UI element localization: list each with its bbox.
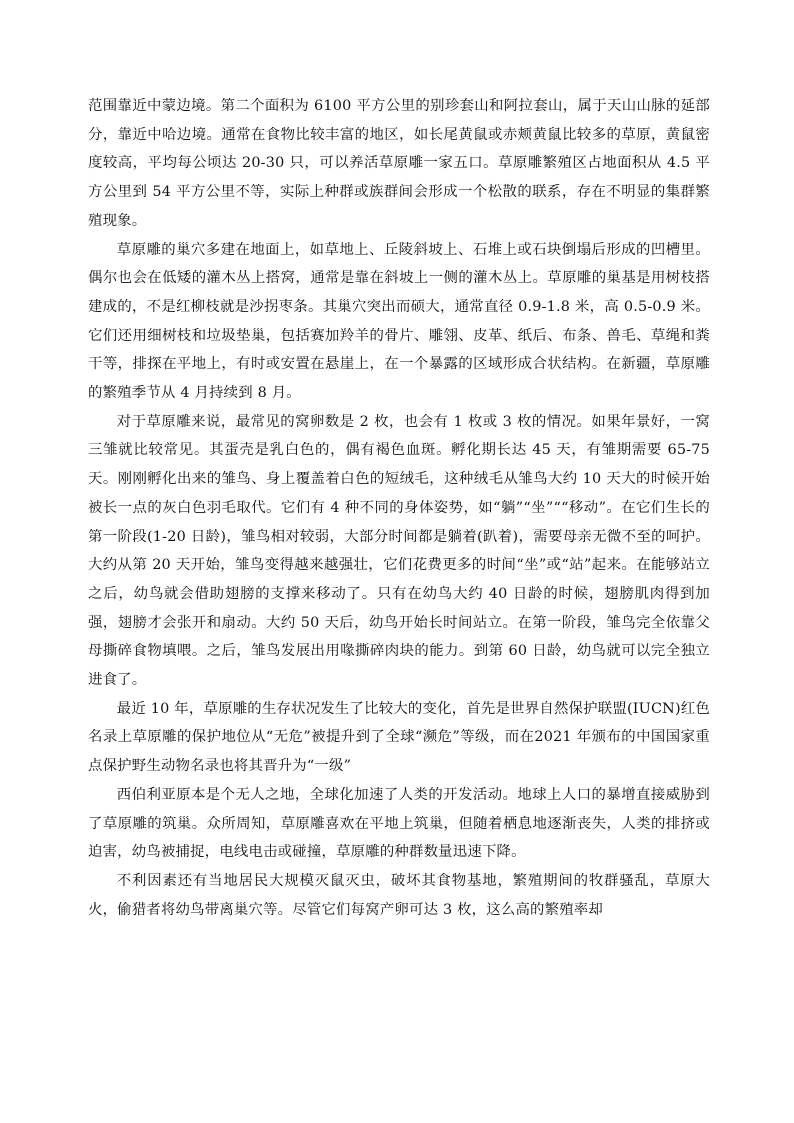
document-body: [88, 92, 710, 924]
paragraph-3: 对于草原雕来说，最常见的窝卵数是 2 枚，也会有 1 枚或 3 枚的情况。如果年景好，一窝三雏就比较常见。其蛋壳是乳白色的，偶有褐色血斑。孵化期长达 45 天，有雏期需要 65-75 天。刚刚孵化出来的雏鸟、身上覆盖着白色的短绒毛，这种绒毛从雏鸟大约 10 天大的时候开始被长一点的灰白色羽毛取代。它们有 4 种不同的身体姿势，如“躺”“坐”““移动”。在它们生长的第一阶段(1-20 日龄)，雏鸟相对较弱，大部分时间都是躺着(趴着)，需要母亲无微不至的呵护。大约从第 20 天开始，雏鸟变得越来越强壮，它们花费更多的时间“坐”或“站”起来。在能够站立之后，幼鸟就会借助翅膀的支撑来移动了。只有在幼鸟大约 40 日龄的时候，翅膀肌肉得到加强，翅膀才会张开和扇动。大约 50 天后，幼鸟开始长时间站立。在第一阶段，雏鸟完全依靠父母撕碎食物填喂。之后，雏鸟发展出用喙撕碎肉块的能力。到第 60 日龄，幼鸟就可以完全独立进食了。: [88, 413, 710, 689]
paragraph-2: 草原雕的巢穴多建在地面上，如草地上、丘陵斜坡上、石堆上或石块倒塌后形成的凹槽里。偶尔也会在低矮的灌木丛上搭窝，通常是靠在斜坡上一侧的灌木丛上。草原雕的巢基是用树枝搭建成的，不是红柳枝就是沙拐枣条。其巢穴突出而硕大，通常直径 0.9-1.8 米，高 0.5-0.9 米。它们还用细树枝和垃圾垫巢，包括赛加羚羊的骨片、雕翎、皮革、纸后、布条、兽毛、草绳和粪干等，排探在平地上，有时或安置在悬崖上，在一个暴露的区域形成合状结构。在新疆，草原雕的繁殖季节从 4 月持续到 8 月。: [88, 241, 710, 402]
paragraph-4: 最近 10 年，草原雕的生存状况发生了比较大的变化，首先是世界自然保护联盟(IUCN)红色名录上草原雕的保护地位从“无危”被提升到了全球“濒危”等级，而在2021 年颁布的中国国家重点保护野生动物名录也将其晋升为“一级”: [88, 700, 710, 775]
paragraph-1: 范围靠近中蒙边境。第二个面积为 6100 平方公里的别珍套山和阿拉套山，属于天山山脉的延部分，靠近中哈边境。通常在食物比较丰富的地区，如长尾黄鼠或赤颊黄鼠比较多的草原，黄鼠密度较高，平均每公顷达 20-30 只，可以养活草原雕一家五口。草原雕繁殖区占地面积从 4.5 平方公里到 54 平方公里不等，实际上种群或族群间会形成一个松散的联系，存在不明显的集群繁殖现象。: [88, 98, 710, 229]
paragraph-6: 不利因素还有当地居民大规模灭鼠灭虫，破坏其食物基地，繁殖期间的牧群骚乱，草原大火，偷猎者将幼鸟带离巢穴等。尽管它们每窝产卵可达 3 枚，这么高的繁殖率却: [88, 872, 710, 918]
paragraph-5: 西伯利亚原本是个无人之地，全球化加速了人类的开发活动。地球上人口的暴增直接威胁到了草原雕的筑巢。众所周知，草原雕喜欢在平地上筑巢，但随着栖息地逐渐丧失，人类的排挤或迫害，幼鸟被捕捉，电线电击或碰撞，草原雕的种群数量迅速下降。: [88, 786, 710, 861]
